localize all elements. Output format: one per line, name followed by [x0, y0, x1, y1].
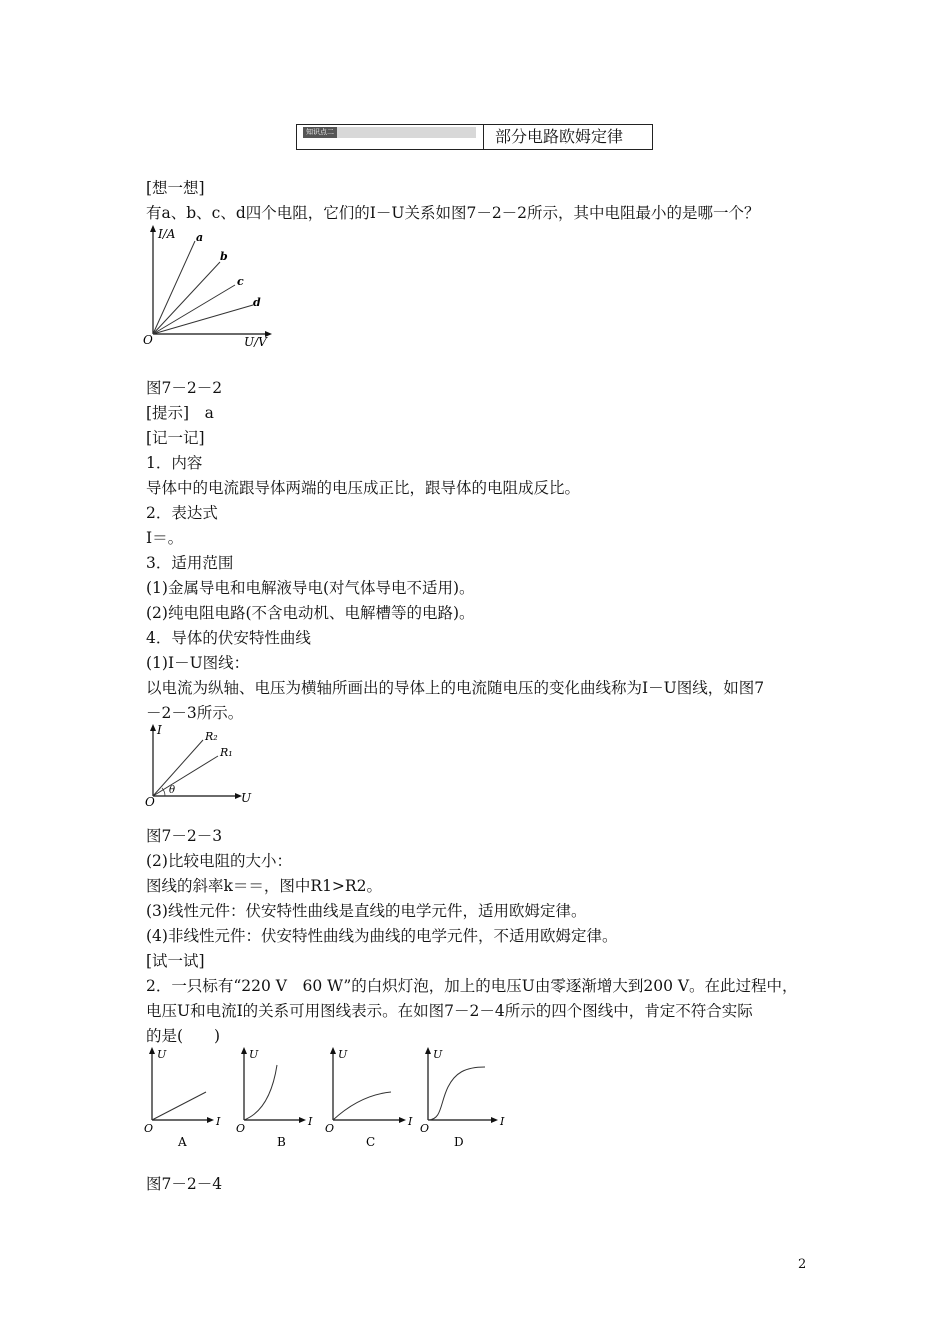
figure-7-2-4-caption: 图7－2－4: [146, 1175, 223, 1193]
header-divider: [483, 125, 484, 149]
section-2-title: 2．表达式: [146, 504, 218, 522]
figure-7-2-4: [140, 1045, 510, 1150]
section-4-sub-3: (3)线性元件：伏安特性曲线是直线的电学元件，适用欧姆定律。: [146, 902, 587, 920]
figure-7-2-3-caption: 图7－2－3: [146, 827, 223, 845]
line-r2-label: R₂: [205, 730, 218, 743]
graph-b: [236, 1047, 313, 1149]
line-b: [153, 262, 220, 334]
graph-d-label: D: [454, 1135, 464, 1149]
graph-d-x-label: I: [500, 1115, 505, 1128]
section-4-text-1a: 以电流为纵轴、电压为横轴所画出的导体上的电流随电压的变化曲线称为I－U图线，如图7: [146, 679, 765, 697]
origin-label: O: [145, 795, 155, 809]
section-1-text: 导体中的电流跟导体两端的电压成正比，跟导体的电阻成反比。: [146, 479, 581, 497]
x-axis-label: U/V: [244, 335, 267, 349]
figure-7-2-2-caption: 图7－2－2: [146, 379, 223, 397]
line-r2: [153, 740, 203, 796]
angle-label: θ: [169, 785, 176, 796]
graph-b-label: B: [277, 1135, 286, 1149]
section-3-item-1: (1)金属导电和电解液导电(对气体导电不适用)。: [146, 579, 475, 597]
line-r1: [153, 756, 218, 796]
graph-d-origin: O: [420, 1122, 430, 1135]
think-hint: [提示] a: [146, 404, 214, 422]
try-question-line-3: 的是( ): [146, 1027, 221, 1045]
graph-c-label: C: [366, 1135, 376, 1149]
line-a-label: a: [196, 231, 204, 244]
section-header: [296, 124, 653, 150]
line-c-label: c: [237, 275, 244, 288]
try-question-line-1: 2．一只标有“220 V 60 W”的白炽灯泡，加上的电压U由零逐渐增大到200 V。在此过程中，: [146, 977, 798, 995]
section-tag: [303, 127, 476, 138]
graph-a-origin: O: [144, 1122, 154, 1135]
graph-a-y-label: U: [157, 1048, 167, 1061]
line-d-label: d: [253, 296, 261, 309]
remember-heading: [记一记]: [146, 429, 205, 447]
section-4-sub-2: (2)比较电阻的大小：: [146, 852, 292, 870]
graph-a-curve: [152, 1092, 206, 1120]
section-4-sub-1: (1)I－U图线：: [146, 654, 250, 672]
graph-c: [325, 1047, 413, 1149]
y-axis-label: I/A: [158, 227, 176, 241]
graph-d-curve: [428, 1067, 485, 1120]
line-a: [153, 241, 195, 334]
think-heading: [想一想]: [146, 179, 205, 197]
think-question: 有a、b、c、d四个电阻，它们的I－U关系如图7－2－2所示，其中电阻最小的是哪一个？: [146, 204, 760, 222]
graph-c-x-label: I: [408, 1115, 413, 1128]
graph-c-y-label: U: [338, 1048, 348, 1061]
section-tag-label: 知识点二: [303, 127, 337, 138]
graph-d: [420, 1047, 505, 1149]
section-3-title: 3．适用范围: [146, 554, 234, 572]
section-4-text-2: 图线的斜率k＝＝，图中R1>R2。: [146, 877, 382, 895]
section-4-text-1b: －2－3所示。: [146, 704, 244, 722]
origin-label: O: [143, 333, 153, 347]
section-3-item-2: (2)纯电阻电路(不含电动机、电解槽等的电路)。: [146, 604, 475, 622]
y-axis-arrow: [150, 724, 156, 731]
line-d: [153, 305, 253, 334]
graph-a: [144, 1047, 221, 1149]
line-b-label: b: [220, 250, 228, 263]
y-axis-arrow: [150, 225, 156, 232]
y-axis-label: I: [157, 723, 162, 737]
line-r1-label: R₁: [220, 746, 233, 759]
graph-b-origin: O: [236, 1122, 246, 1135]
section-4-title: 4．导体的伏安特性曲线: [146, 629, 311, 647]
graph-d-y-label: U: [433, 1048, 443, 1061]
section-2-text: I＝。: [146, 529, 184, 547]
try-heading: [试一试]: [146, 952, 205, 970]
line-c: [153, 285, 235, 334]
section-1-title: 1．内容: [146, 454, 203, 472]
graph-b-y-label: U: [249, 1048, 259, 1061]
section-title: 部分电路欧姆定律: [495, 127, 624, 146]
section-4-sub-4: (4)非线性元件：伏安特性曲线为曲线的电学元件，不适用欧姆定律。: [146, 927, 618, 945]
figure-7-2-2: [140, 225, 280, 350]
page-number: 2: [798, 1257, 807, 1272]
try-question-line-2: 电压U和电流I的关系可用图线表示。在如图7－2－4所示的四个图线中，肯定不符合实际: [146, 1002, 753, 1020]
figure-7-2-3: [140, 722, 260, 812]
graph-c-curve: [333, 1092, 391, 1120]
x-axis-label: U: [241, 791, 252, 805]
graph-b-x-label: I: [308, 1115, 313, 1128]
graph-a-x-label: I: [216, 1115, 221, 1128]
graph-c-origin: O: [325, 1122, 335, 1135]
graph-a-label: A: [178, 1135, 187, 1149]
graph-b-curve: [244, 1065, 277, 1120]
